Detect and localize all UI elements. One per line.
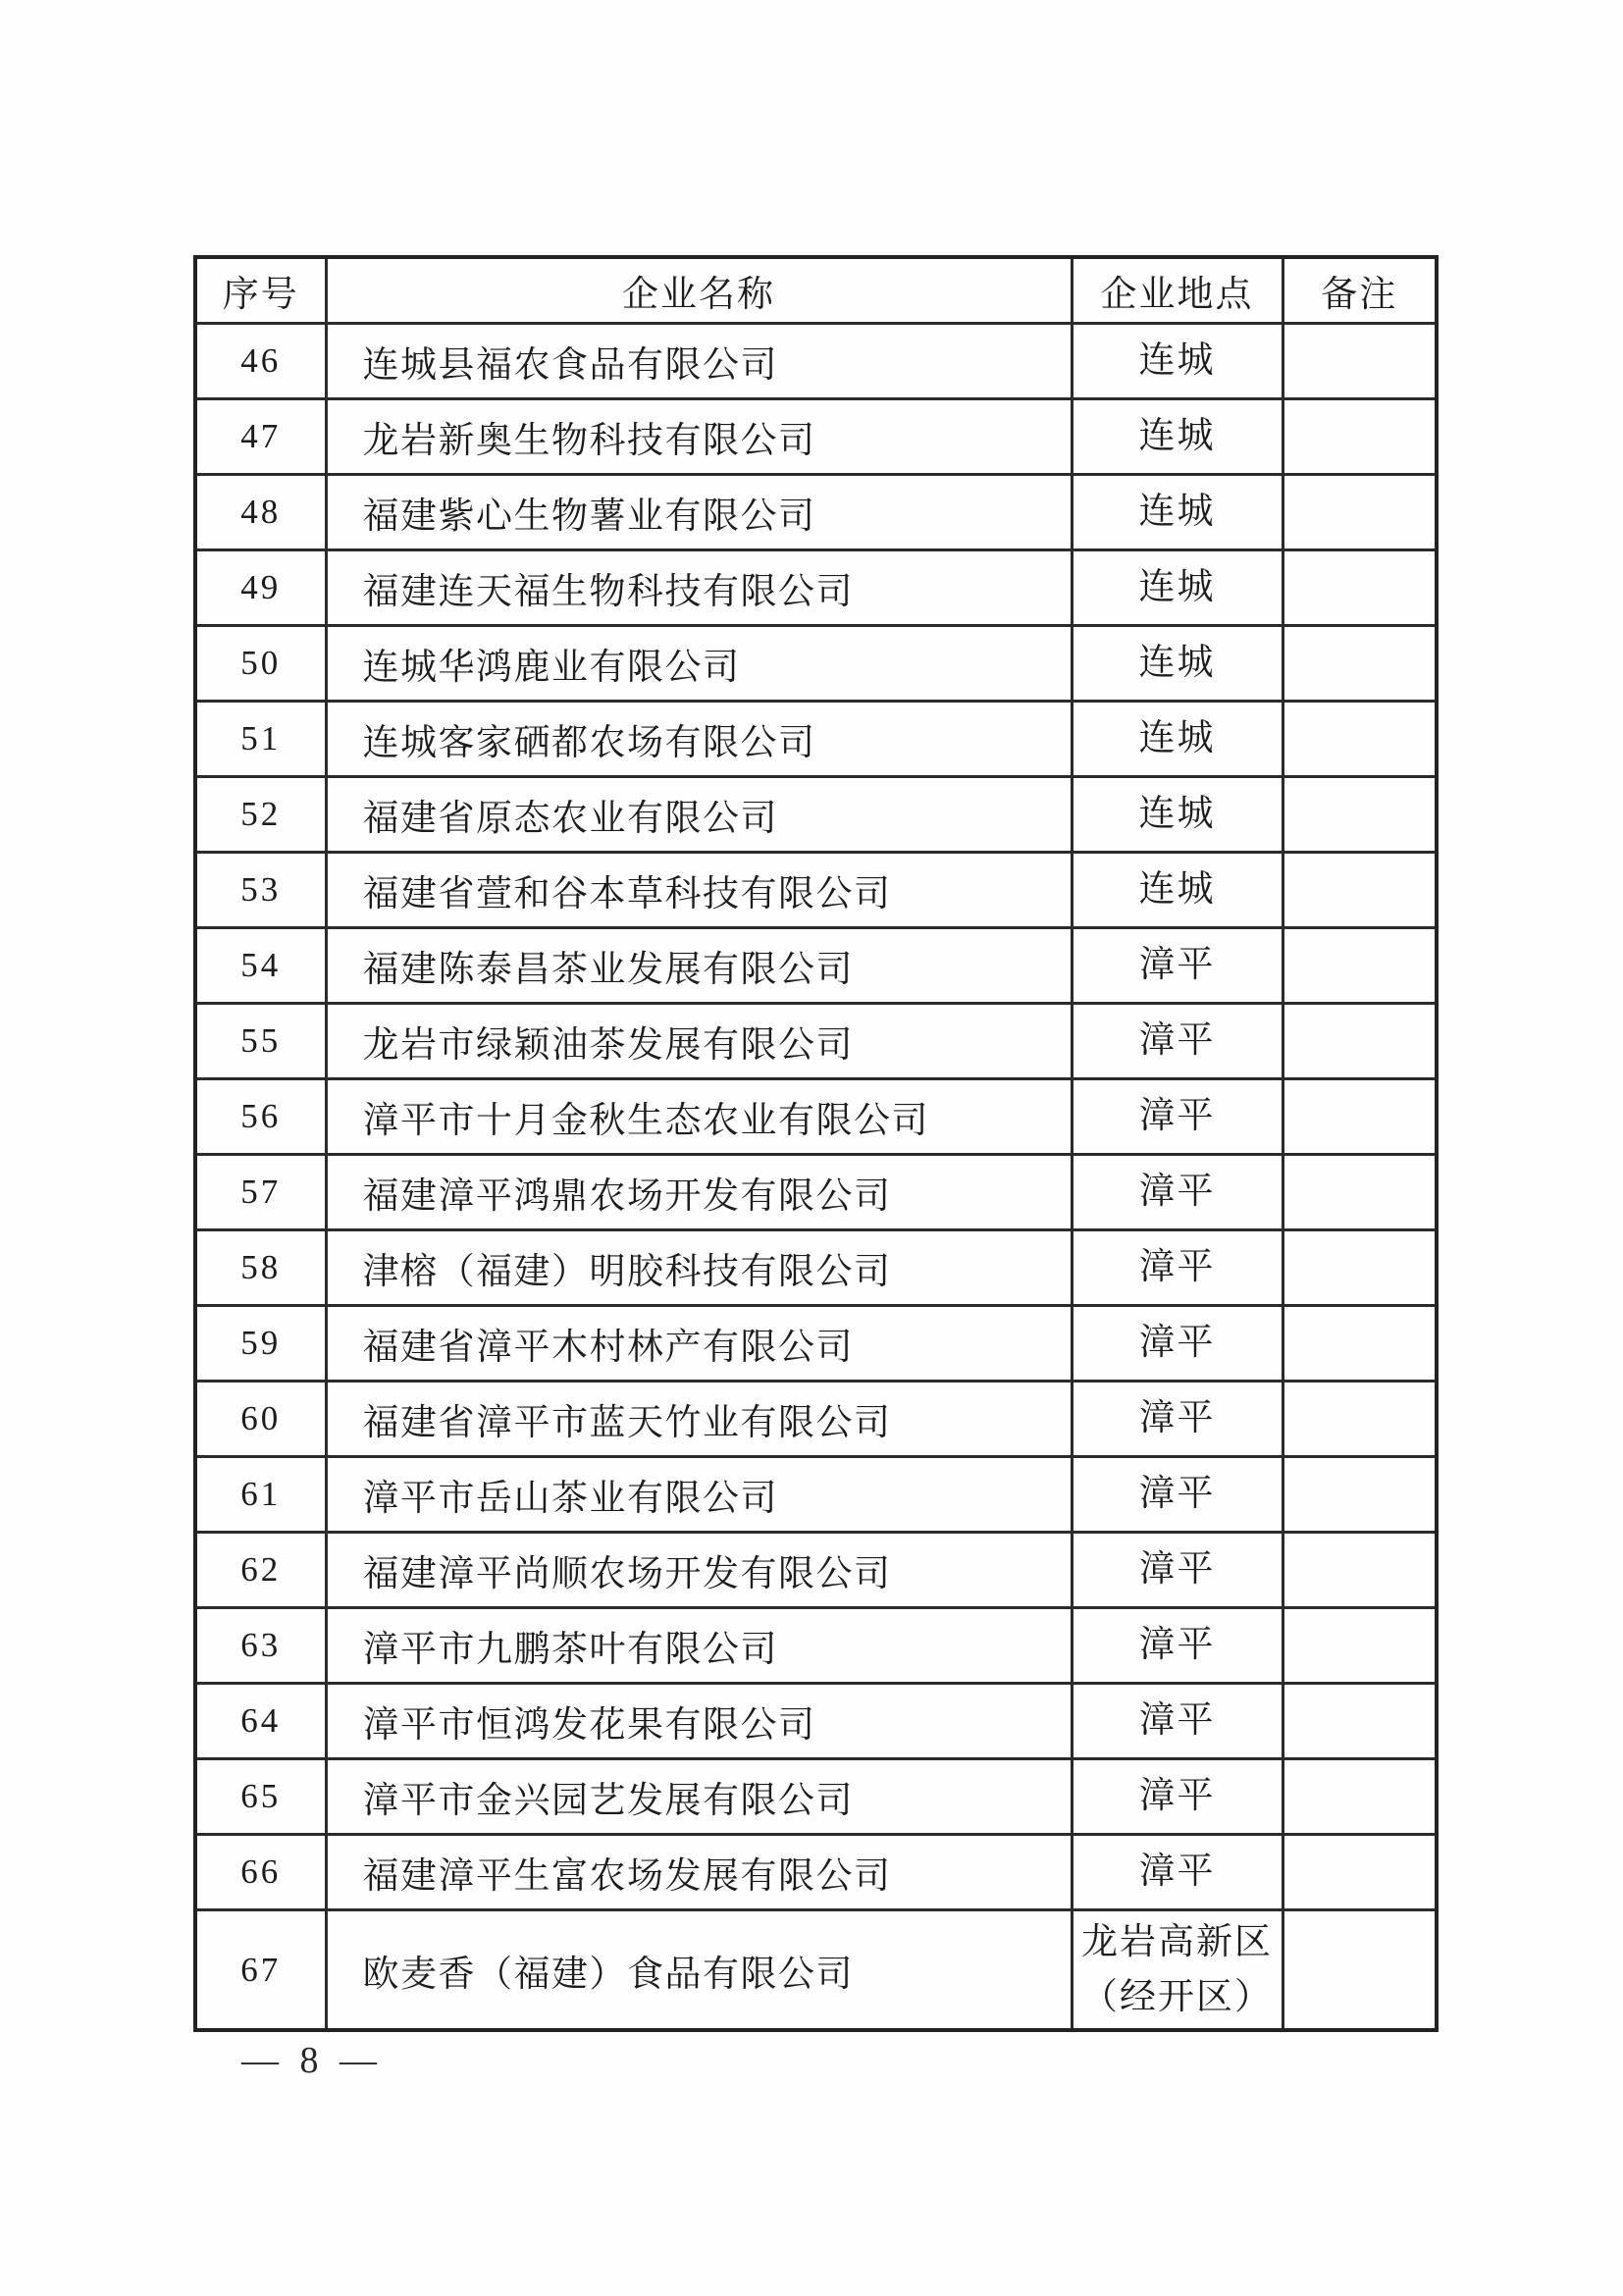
company-location-cell: 漳平 — [1072, 1004, 1283, 1079]
row-index-cell: 60 — [195, 1382, 326, 1457]
row-index-cell: 49 — [195, 550, 326, 626]
company-name-cell: 连城华鸿鹿业有限公司 — [326, 626, 1072, 702]
company-location-cell: 漳平 — [1072, 1835, 1283, 1910]
company-location-cell: 漳平 — [1072, 1155, 1283, 1230]
remark-cell — [1283, 928, 1437, 1004]
row-index-cell: 46 — [195, 324, 326, 399]
company-name-cell: 福建紫心生物薯业有限公司 — [326, 475, 1072, 550]
header-remark: 备注 — [1283, 257, 1437, 324]
company-location-cell: 漳平 — [1072, 1759, 1283, 1835]
row-index-cell: 51 — [195, 702, 326, 777]
remark-cell — [1283, 550, 1437, 626]
row-index-cell: 63 — [195, 1608, 326, 1684]
company-name-cell: 龙岩市绿颖油茶发展有限公司 — [326, 1004, 1072, 1079]
table-row — [195, 324, 1437, 399]
company-name-cell: 福建陈泰昌茶业发展有限公司 — [326, 928, 1072, 1004]
company-location-cell: 漳平 — [1072, 1306, 1283, 1382]
remark-cell — [1283, 399, 1437, 475]
table-row — [195, 1533, 1437, 1608]
company-name-cell: 漳平市恒鸿发花果有限公司 — [326, 1684, 1072, 1759]
company-name-cell: 福建省漳平木村林产有限公司 — [326, 1306, 1072, 1382]
remark-cell — [1283, 1684, 1437, 1759]
row-index-cell: 52 — [195, 777, 326, 853]
table-row — [195, 1382, 1437, 1457]
company-location-cell: 漳平 — [1072, 1079, 1283, 1155]
remark-cell — [1283, 1759, 1437, 1835]
company-location-cell: 连城 — [1072, 550, 1283, 626]
row-index-cell: 65 — [195, 1759, 326, 1835]
row-index-cell: 67 — [195, 1910, 326, 2031]
company-name-cell: 福建省原态农业有限公司 — [326, 777, 1072, 853]
row-index-cell: 56 — [195, 1079, 326, 1155]
table-row — [195, 853, 1437, 928]
table-row — [195, 475, 1437, 550]
company-name-cell: 福建漳平鸿鼎农场开发有限公司 — [326, 1155, 1072, 1230]
company-name-cell: 福建漳平生富农场发展有限公司 — [326, 1835, 1072, 1910]
row-index-cell: 61 — [195, 1457, 326, 1533]
table-row — [195, 1155, 1437, 1230]
remark-cell — [1283, 1004, 1437, 1079]
company-location-cell: 连城 — [1072, 853, 1283, 928]
company-name-cell: 欧麦香（福建）食品有限公司 — [326, 1910, 1072, 2031]
row-index-cell: 62 — [195, 1533, 326, 1608]
company-name-cell: 福建连天福生物科技有限公司 — [326, 550, 1072, 626]
row-index-cell: 55 — [195, 1004, 326, 1079]
company-name-cell: 福建漳平尚顺农场开发有限公司 — [326, 1533, 1072, 1608]
company-name-cell: 福建省漳平市蓝天竹业有限公司 — [326, 1382, 1072, 1457]
company-location-cell: 连城 — [1072, 475, 1283, 550]
table-row — [195, 1457, 1437, 1533]
remark-cell — [1283, 1835, 1437, 1910]
remark-cell — [1283, 1910, 1437, 2031]
row-index-cell: 66 — [195, 1835, 326, 1910]
company-name-cell: 漳平市九鹏茶叶有限公司 — [326, 1608, 1072, 1684]
table-row — [195, 1230, 1437, 1306]
company-name-cell: 连城客家硒都农场有限公司 — [326, 702, 1072, 777]
row-index-cell: 57 — [195, 1155, 326, 1230]
remark-cell — [1283, 1306, 1437, 1382]
company-location-cell: 漳平 — [1072, 1608, 1283, 1684]
company-location-cell: 龙岩高新区（经开区） — [1072, 1910, 1283, 2031]
table-row — [195, 777, 1437, 853]
table-row — [195, 1079, 1437, 1155]
row-index-cell: 53 — [195, 853, 326, 928]
company-name-cell: 龙岩新奥生物科技有限公司 — [326, 399, 1072, 475]
row-index-cell: 64 — [195, 1684, 326, 1759]
table-row — [195, 399, 1437, 475]
remark-cell — [1283, 777, 1437, 853]
remark-cell — [1283, 702, 1437, 777]
remark-cell — [1283, 853, 1437, 928]
company-name-cell: 漳平市十月金秋生态农业有限公司 — [326, 1079, 1072, 1155]
header-name: 企业名称 — [326, 257, 1072, 324]
company-location-cell: 漳平 — [1072, 1382, 1283, 1457]
company-location-cell: 漳平 — [1072, 1533, 1283, 1608]
company-name-cell: 连城县福农食品有限公司 — [326, 324, 1072, 399]
table-row — [195, 1608, 1437, 1684]
company-name-cell: 福建省萱和谷本草科技有限公司 — [326, 853, 1072, 928]
row-index-cell: 54 — [195, 928, 326, 1004]
table-row — [195, 1835, 1437, 1910]
table-row — [195, 1759, 1437, 1835]
remark-cell — [1283, 324, 1437, 399]
table-row — [195, 702, 1437, 777]
table-row — [195, 1306, 1437, 1382]
row-index-cell: 59 — [195, 1306, 326, 1382]
header-index: 序号 — [195, 257, 326, 324]
table-header-row — [195, 257, 1437, 324]
company-name-cell: 漳平市岳山茶业有限公司 — [326, 1457, 1072, 1533]
company-location-cell: 连城 — [1072, 324, 1283, 399]
company-location-cell: 连城 — [1072, 399, 1283, 475]
remark-cell — [1283, 1382, 1437, 1457]
remark-cell — [1283, 1608, 1437, 1684]
table-row — [195, 626, 1437, 702]
company-location-cell: 漳平 — [1072, 1230, 1283, 1306]
remark-cell — [1283, 1230, 1437, 1306]
row-index-cell: 58 — [195, 1230, 326, 1306]
row-index-cell: 47 — [195, 399, 326, 475]
company-location-cell: 连城 — [1072, 626, 1283, 702]
remark-cell — [1283, 475, 1437, 550]
company-name-cell: 漳平市金兴园艺发展有限公司 — [326, 1759, 1072, 1835]
company-location-cell: 连城 — [1072, 702, 1283, 777]
row-index-cell: 50 — [195, 626, 326, 702]
table-row — [195, 1910, 1437, 2031]
remark-cell — [1283, 1457, 1437, 1533]
table-row — [195, 1004, 1437, 1079]
row-index-cell: 48 — [195, 475, 326, 550]
company-name-cell: 津榕（福建）明胶科技有限公司 — [326, 1230, 1072, 1306]
company-location-cell: 漳平 — [1072, 1684, 1283, 1759]
table-row — [195, 550, 1437, 626]
table-row — [195, 928, 1437, 1004]
company-location-cell: 漳平 — [1072, 1457, 1283, 1533]
remark-cell — [1283, 1079, 1437, 1155]
header-location: 企业地点 — [1072, 257, 1283, 324]
remark-cell — [1283, 626, 1437, 702]
table-row — [195, 1684, 1437, 1759]
company-table — [193, 255, 1439, 2032]
company-location-cell: 漳平 — [1072, 928, 1283, 1004]
page-number: — 8 — — [241, 2040, 383, 2081]
remark-cell — [1283, 1533, 1437, 1608]
remark-cell — [1283, 1155, 1437, 1230]
company-location-cell: 连城 — [1072, 777, 1283, 853]
